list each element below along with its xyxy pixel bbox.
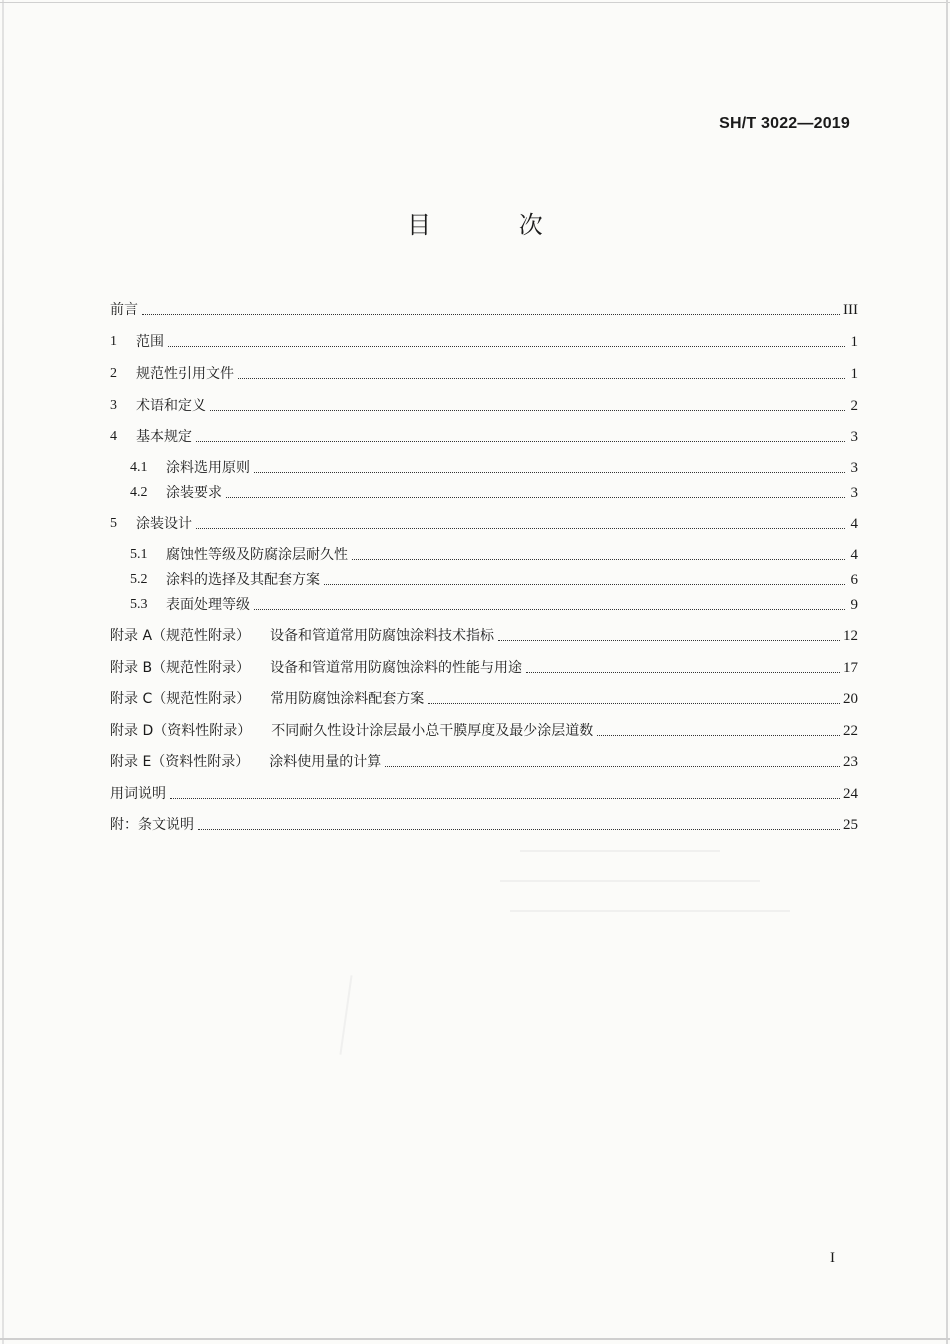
toc-entry-terms[interactable] — [110, 394, 858, 416]
toc-leader-dots — [254, 471, 845, 473]
toc-leader-dots — [526, 671, 840, 673]
toc-leader-dots — [226, 496, 845, 498]
toc-leader-dots — [210, 409, 845, 411]
toc-entry-text: 常用防腐蚀涂料配套方案 — [270, 691, 425, 707]
toc-appendix-label: 附录 C（规范性附录） — [110, 691, 251, 707]
toc-leader-dots — [168, 345, 845, 347]
toc-entry-text: 不同耐久性设计涂层最小总干膜厚度及最少涂层道数 — [271, 723, 594, 739]
toc-entry-number: 5 — [110, 516, 117, 531]
toc-page-number: 3 — [850, 460, 858, 476]
toc-entry-scope[interactable] — [110, 330, 858, 352]
toc-entry-text: 基本规定 — [136, 429, 192, 445]
toc-entry-text: 表面处理等级 — [166, 597, 250, 613]
toc-leader-dots — [238, 377, 845, 379]
toc-page-number: 3 — [850, 429, 858, 445]
toc-page-number: 22 — [843, 723, 858, 739]
toc-leader-dots — [142, 313, 840, 315]
standard-code: SH/T 3022—2019 — [719, 115, 850, 132]
toc-entry-appendix-d[interactable] — [110, 719, 858, 741]
toc-appendix-label: 附录 B（规范性附录） — [110, 660, 251, 676]
toc-page-number: 9 — [850, 597, 858, 613]
toc-leader-dots — [498, 639, 840, 641]
toc-appendix-label: 附录 A（规范性附录） — [110, 628, 251, 644]
toc-entry-text: 用词说明 — [110, 786, 166, 802]
toc-leader-dots — [170, 797, 840, 799]
toc-entry-text: 涂装要求 — [166, 485, 222, 501]
toc-entry-coating-design[interactable] — [110, 512, 858, 534]
toc-page-number: 4 — [850, 516, 858, 532]
toc-page-number: 6 — [850, 572, 858, 588]
toc-page-number: 25 — [843, 817, 858, 833]
scan-noise — [510, 910, 790, 912]
toc-leader-dots — [196, 527, 845, 529]
toc-entry-4-1[interactable] — [130, 456, 858, 478]
toc-entry-5-2[interactable] — [130, 568, 858, 590]
toc-leader-dots — [254, 608, 845, 610]
toc-page-number: 12 — [843, 628, 858, 644]
toc-entry-appendix-a[interactable] — [110, 624, 858, 646]
toc-entry-text: 附：条文说明 — [110, 817, 194, 833]
toc-entry-text: 设备和管道常用防腐蚀涂料的性能与用途 — [270, 660, 523, 676]
toc-page-number: 20 — [843, 691, 858, 707]
toc-leader-dots — [196, 440, 845, 442]
toc-entry-text: 涂料选用原则 — [166, 460, 250, 476]
toc-title: 目 次 — [407, 211, 583, 239]
toc-entry-number: 5.2 — [130, 572, 148, 587]
toc-entry-text: 涂料的选择及其配套方案 — [166, 572, 320, 588]
toc-entry-text: 涂料使用量的计算 — [269, 754, 382, 770]
toc-entry-text: 范围 — [136, 334, 164, 350]
toc-entry-number: 4.1 — [130, 460, 148, 475]
toc-page-number: 1 — [850, 334, 858, 350]
scan-edge-top — [0, 2, 950, 3]
toc-leader-dots — [597, 734, 840, 736]
toc-leader-dots — [198, 828, 840, 830]
toc-leader-dots — [385, 765, 840, 767]
scan-noise — [500, 880, 760, 882]
toc-page-number: III — [843, 302, 858, 318]
toc-entry-appendix-c[interactable] — [110, 687, 858, 709]
toc-page-number: 3 — [850, 485, 858, 501]
toc-page-number: 4 — [850, 547, 858, 563]
toc-entry-5-1[interactable] — [130, 543, 858, 565]
toc-page-number: 1 — [850, 366, 858, 382]
toc-entry-number: 3 — [110, 398, 117, 413]
toc-leader-dots — [352, 558, 845, 560]
toc-entry-number: 4.2 — [130, 485, 148, 500]
scan-edge-left — [2, 0, 4, 1344]
toc-entry-appendix-b[interactable] — [110, 656, 858, 678]
scan-edge-right — [946, 0, 948, 1344]
toc-entry-text: 涂装设计 — [136, 516, 192, 532]
toc-entry-4-2[interactable] — [130, 481, 858, 503]
toc-entry-basic-provisions[interactable] — [110, 425, 858, 447]
toc-page-number: 2 — [850, 398, 858, 414]
toc-entry-number: 1 — [110, 334, 117, 349]
toc-entry-number: 5.3 — [130, 597, 148, 612]
toc-entry-text: 设备和管道常用防腐蚀涂料技术指标 — [270, 628, 495, 644]
toc-entry-normative-references[interactable] — [110, 362, 858, 384]
scan-noise — [339, 975, 352, 1054]
page-number: I — [830, 1250, 835, 1266]
toc-entry-number: 4 — [110, 429, 117, 444]
toc-page-number: 24 — [843, 786, 858, 802]
toc-entry-explanation[interactable] — [110, 813, 858, 835]
toc-entry-5-3[interactable] — [130, 593, 858, 615]
toc-entry-foreword[interactable] — [110, 298, 858, 320]
toc-page-number: 23 — [843, 754, 858, 770]
toc-entry-number: 2 — [110, 366, 117, 381]
toc-entry-text: 术语和定义 — [136, 398, 206, 414]
toc-leader-dots — [428, 702, 840, 704]
toc-entry-wording[interactable] — [110, 782, 858, 804]
toc-entry-text: 前言 — [110, 302, 138, 318]
toc-entry-number: 5.1 — [130, 547, 148, 562]
toc-leader-dots — [324, 583, 845, 585]
toc-entry-appendix-e[interactable] — [110, 750, 858, 772]
toc-entry-text: 腐蚀性等级及防腐涂层耐久性 — [166, 547, 348, 563]
scan-noise — [520, 850, 720, 852]
scan-edge-bottom — [0, 1338, 950, 1340]
toc-entry-text: 规范性引用文件 — [136, 366, 234, 382]
toc-appendix-label: 附录 D（资料性附录） — [110, 723, 252, 739]
toc-appendix-label: 附录 E（资料性附录） — [110, 754, 250, 770]
toc-page-number: 17 — [843, 660, 858, 676]
